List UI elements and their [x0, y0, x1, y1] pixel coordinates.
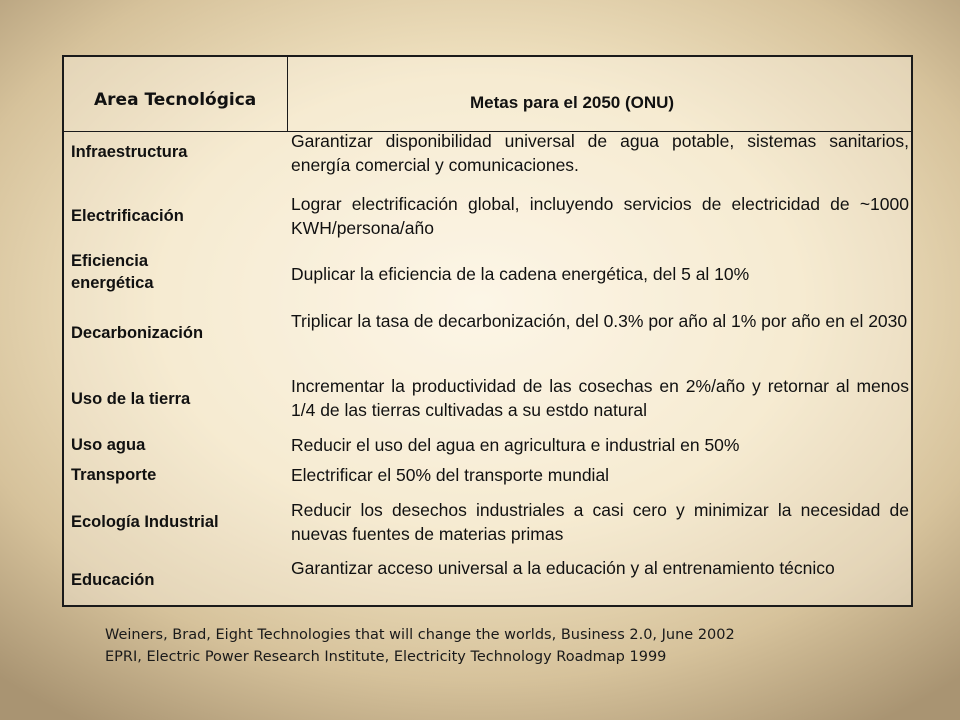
- row-meta: Garantizar disponibilidad universal de agua potable, sistemas sanitarios, energía comercial y comunicaciones.: [291, 131, 909, 175]
- goals-table: [62, 55, 913, 607]
- row-area: Ecología Industrial: [71, 513, 219, 531]
- row-meta: Reducir el uso del agua en agricultura e industrial en 50%: [291, 435, 740, 455]
- row-meta: Garantizar acceso universal a la educación y al entrenamiento técnico: [291, 558, 835, 578]
- row-area: Electrificación: [71, 207, 184, 225]
- row-meta: Incrementar la productividad de las cosechas en 2%/año y retornar al menos 1/4 de las tierras cultivadas a su estdo natural: [291, 376, 909, 420]
- row-meta: Reducir los desechos industriales a casi cero y minimizar la necesidad de nuevas fuentes de materias primas: [291, 500, 909, 544]
- row-meta: Triplicar la tasa de decarbonización, del 0.3% por año al 1% por año en el 2030: [291, 311, 908, 331]
- references: [105, 624, 735, 668]
- row-area: Educación: [71, 571, 155, 589]
- reference-line: Weiners, Brad, Eight Technologies that will change the worlds, Business 2.0, June 2002: [105, 627, 735, 643]
- row-area: Transporte: [71, 466, 157, 484]
- reference-line: EPRI, Electric Power Research Institute, Electricity Technology Roadmap 1999: [105, 649, 667, 665]
- row-area: Decarbonización: [71, 324, 204, 342]
- row-meta: Lograr electrificación global, incluyendo servicios de electricidad de ~1000 KWH/persona/año: [291, 194, 909, 238]
- row-area: Eficiencia energética: [71, 252, 154, 292]
- row-area: Uso de la tierra: [71, 390, 191, 408]
- header-divider: [287, 57, 288, 131]
- row-area: Infraestructura: [71, 143, 188, 161]
- row-area: Uso agua: [71, 436, 146, 454]
- row-meta: Duplicar la eficiencia de la cadena energética, del 5 al 10%: [291, 264, 750, 284]
- header-metas-2050: Metas para el 2050 (ONU): [470, 93, 675, 112]
- row-meta: Electrificar el 50% del transporte mundial: [291, 465, 610, 485]
- header-area-tecnologica: Area Tecnológica: [94, 90, 257, 110]
